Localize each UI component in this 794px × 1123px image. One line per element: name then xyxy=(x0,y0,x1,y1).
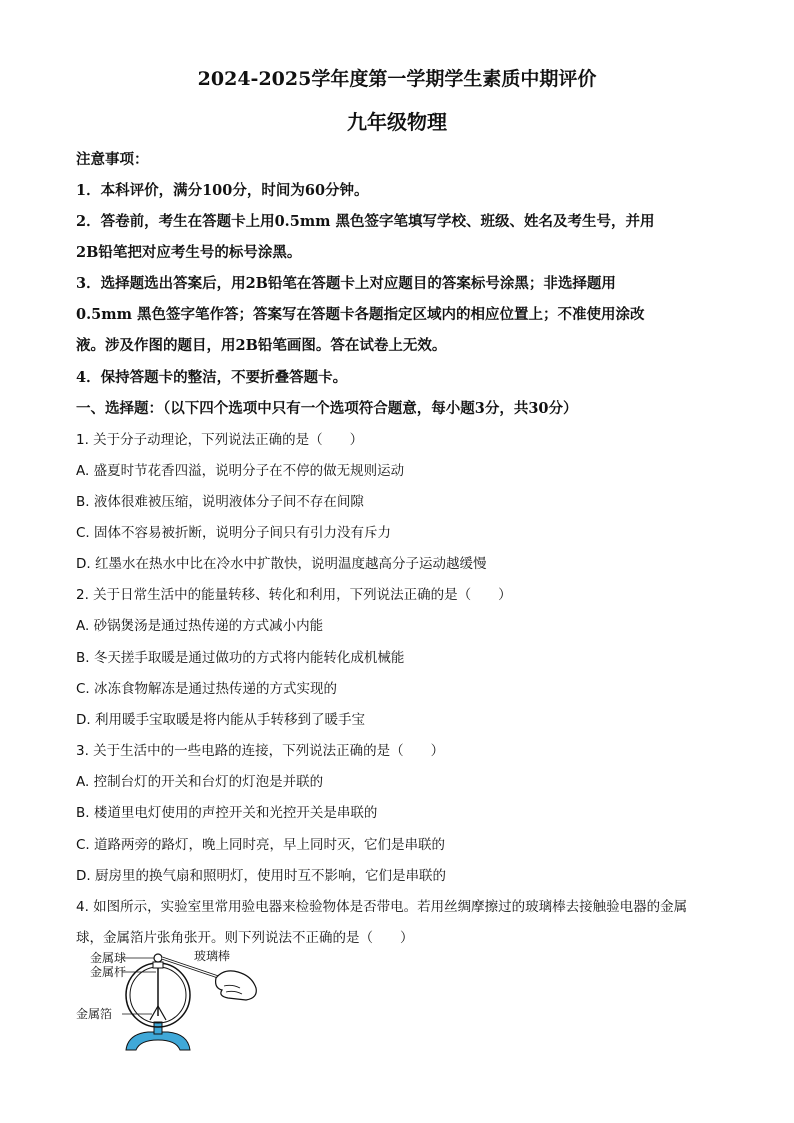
notice-line: 2B铅笔把对应考生号的标号涂黑。 xyxy=(76,244,302,261)
label-metal-rod: 金属杆 xyxy=(90,965,127,979)
notice-heading: 注意事项： xyxy=(76,151,149,168)
electroscope-stand xyxy=(154,1022,162,1034)
question-stem: 2. 关于日常生活中的能量转移、转化和利用，下列说法正确的是（ ） xyxy=(76,587,512,603)
question-option: C. 冰冻食物解冻是通过热传递的方式实现的 xyxy=(76,681,338,697)
notice-line: 2．答卷前，考生在答题卡上用0.5mm 黑色签字笔填写学校、班级、姓名及考生号，并用 xyxy=(76,213,655,230)
notice-line: 0.5mm 黑色签字笔作答；答案写在答题卡各题指定区域内的相应位置上；不准使用涂改 xyxy=(76,306,645,323)
label-metal-ball: 金属球 xyxy=(90,951,127,965)
question-stem: 1. 关于分子动理论，下列说法正确的是（ ） xyxy=(76,432,364,448)
question-option: B. 冬天搓手取暖是通过做功的方式将内能转化成机械能 xyxy=(76,650,405,666)
page-title: 2024-2025学年度第一学期学生素质中期评价 xyxy=(197,68,597,90)
question-stem: 4. 如图所示，实验室里常用验电器来检验物体是否带电。若用丝绸摩擦过的玻璃棒去接触验电器的金属 xyxy=(76,899,688,915)
section-heading: 一、选择题：（以下四个选项中只有一个选项符合题意，每小题3分，共30分） xyxy=(76,400,578,417)
notice-line: 液。涉及作图的题目，用2B铅笔画图。答在试卷上无效。 xyxy=(76,337,447,354)
question-option: D. 利用暖手宝取暖是将内能从手转移到了暖手宝 xyxy=(76,712,365,728)
label-glass-rod: 玻璃棒 xyxy=(194,949,231,963)
question-option: A. 控制台灯的开关和台灯的灯泡是并联的 xyxy=(76,774,324,790)
notice-line: 4．保持答题卡的整洁，不要折叠答题卡。 xyxy=(76,369,348,386)
question-option: C. 固体不容易被折断，说明分子间只有引力没有斥力 xyxy=(76,525,392,541)
question-option: A. 砂锅煲汤是通过热传递的方式减小内能 xyxy=(76,618,324,634)
question-stem: 球，金属箔片张角张开。则下列说法不正确的是（ ） xyxy=(76,930,414,946)
question-option: D. 厨房里的换气扇和照明灯，使用时互不影响，它们是串联的 xyxy=(76,868,446,884)
question-option: B. 楼道里电灯使用的声控开关和光控开关是串联的 xyxy=(76,805,378,821)
notice-line: 1．本科评价，满分100分，时间为60分钟。 xyxy=(76,182,369,199)
electroscope-figure xyxy=(76,948,266,1060)
question-stem: 3. 关于生活中的一些电路的连接，下列说法正确的是（ ） xyxy=(76,743,445,759)
hand xyxy=(216,971,257,1000)
rod-stopper xyxy=(153,962,163,968)
question-option: C. 道路两旁的路灯，晚上同时亮，早上同时灭，它们是串联的 xyxy=(76,837,446,853)
label-metal-foil: 金属箔 xyxy=(76,1007,113,1021)
question-option: D. 红墨水在热水中比在冷水中扩散快，说明温度越高分子运动越缓慢 xyxy=(76,556,487,572)
notice-line: 3．选择题选出答案后，用2B铅笔在答题卡上对应题目的答案标号涂黑；非选择题用 xyxy=(76,275,616,292)
question-option: B. 液体很难被压缩，说明液体分子间不存在间隙 xyxy=(76,494,364,510)
metal-ball xyxy=(154,954,162,962)
page-subtitle: 九年级物理 xyxy=(347,110,447,134)
electroscope-base xyxy=(126,1032,190,1050)
question-option: A. 盛夏时节花香四溢，说明分子在不停的做无规则运动 xyxy=(76,463,405,479)
